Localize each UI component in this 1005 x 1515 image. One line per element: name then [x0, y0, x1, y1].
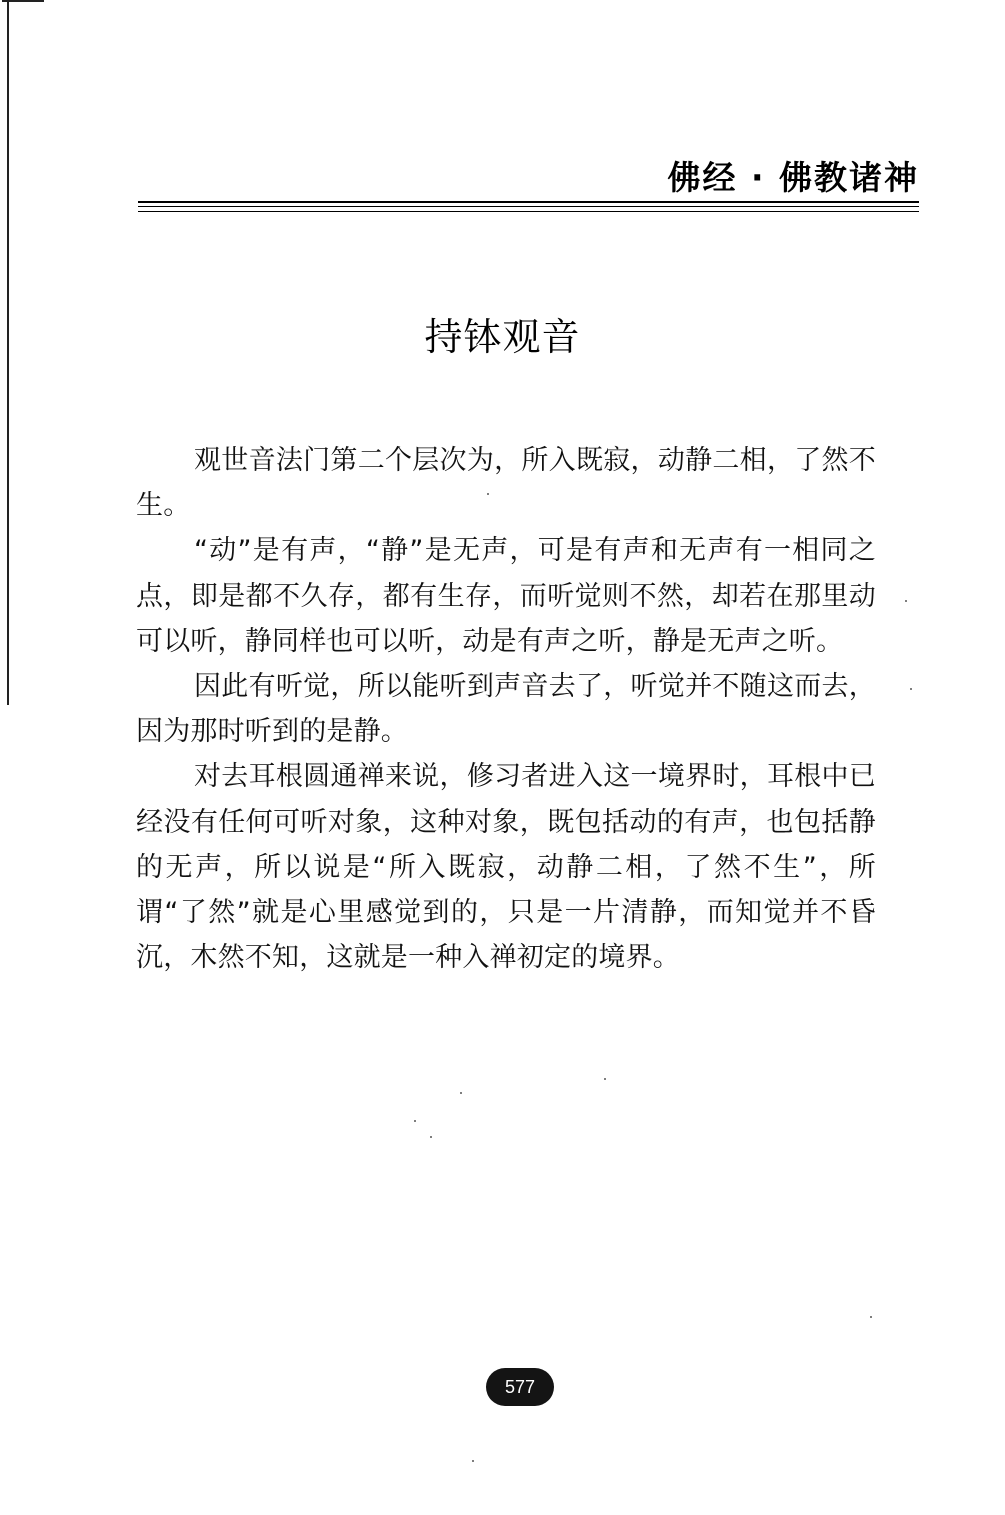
- article-title: 持钵观音: [424, 315, 581, 359]
- scan-speck: [460, 1092, 462, 1094]
- paragraph: 因此有听觉，所以能听到声音去了，听觉并不随这而去，因为那时听到的是静。: [136, 671, 876, 748]
- header-rule-thick: [138, 201, 919, 203]
- paragraph: “动”是有声，“静”是无声，可是有声和无声有一相同之点，即是都不久存，都有生存，而听觉则不然，却若在那里动可以听，静同样也可以听，动是有声之听，静是无声之听。: [136, 535, 876, 657]
- scan-speck: [472, 1460, 474, 1462]
- corner-mark: [2, 0, 44, 2]
- header-rule-thin: [138, 206, 919, 207]
- scan-speck: [430, 1136, 432, 1138]
- paragraph: 对去耳根圆通禅来说，修习者进入这一境界时，耳根中已经没有任何可听对象，这种对象，既包括动的有声，也包括静的无声，所以说是“所入既寂，动静二相，了然不生”，所谓“了然”就是心里感觉到的，只是一片清静，而知觉并不昏沉，木然不知，这就是一种入禅初定的境界。: [136, 761, 876, 974]
- article-body: [136, 438, 876, 980]
- scan-speck: [487, 493, 489, 495]
- scan-speck: [414, 1120, 416, 1122]
- page-number: 577: [486, 1368, 554, 1406]
- paragraph: 观世音法门第二个层次为，所入既寂，动静二相，了然不生。: [136, 445, 876, 522]
- running-header: 佛经 · 佛教诸神: [667, 158, 919, 197]
- scan-speck: [604, 1078, 606, 1080]
- scan-speck: [870, 1316, 872, 1318]
- scan-speck: [910, 688, 912, 690]
- scan-speck: [905, 600, 907, 602]
- header-rule-thin: [138, 211, 919, 212]
